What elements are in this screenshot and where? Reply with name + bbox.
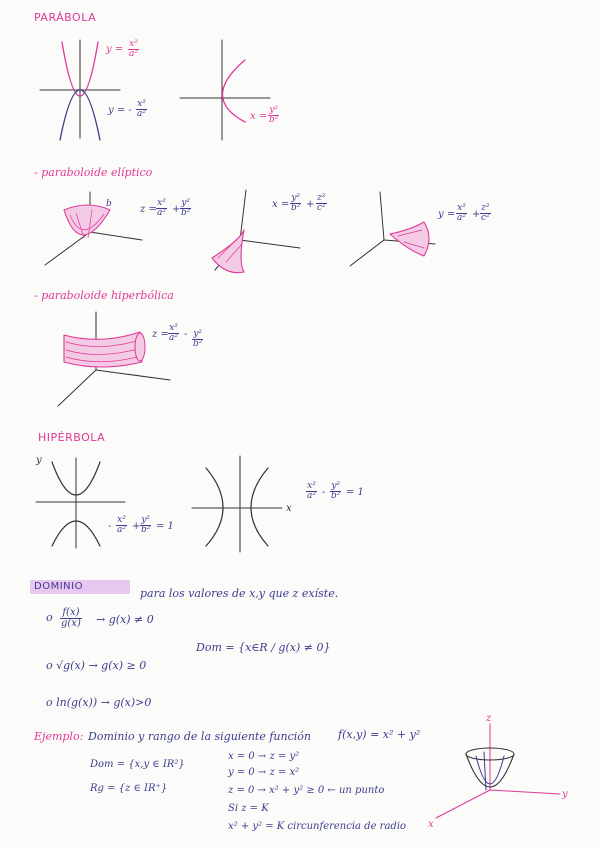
eliptico-surface-1 <box>64 205 110 235</box>
hiperbola-eq1-frac1 <box>116 516 127 535</box>
eliptico-eq3-plus: + <box>472 209 481 220</box>
parabola-axes-right <box>180 40 270 140</box>
hiperbola-left-branch <box>206 468 223 546</box>
frac-den: a² <box>157 208 166 218</box>
frac-num: f(x) <box>60 608 82 619</box>
hiperbola-axes-left <box>36 455 125 548</box>
parabola-title: PARÁBOLA <box>34 11 97 24</box>
hiperbola-eq2-frac1 <box>306 482 317 501</box>
frac-den: g(x) <box>61 618 81 629</box>
hiperbola-eq1-rhs: = 1 <box>156 521 174 532</box>
ejemplo-axis-y: y <box>562 789 568 800</box>
frac-den: a² <box>129 49 138 59</box>
frac-num: y² <box>331 481 341 491</box>
frac-den: b² <box>269 115 279 125</box>
frac-num: y² <box>193 329 203 339</box>
ejemplo-step-2: y = 0 → z = x² <box>228 767 300 778</box>
dominio-case1-frac <box>60 608 82 629</box>
hiperbola-eq2-minus: - <box>322 487 326 498</box>
hiperbola-y-label: y <box>36 455 42 466</box>
hiperbola-title: HIPÉRBOLA <box>38 431 106 444</box>
eliptico-eq1-plus: + <box>172 204 181 215</box>
eliptico-eq2-frac1 <box>290 194 301 213</box>
frac-den: a² <box>457 213 466 223</box>
frac-num: y² <box>291 193 301 203</box>
ejemplo-axes <box>436 724 560 818</box>
ejemplo-axis-z: z <box>486 713 492 724</box>
ejemplo-dom: Dom = {x,y ∈ IR²} <box>90 759 185 770</box>
frac-num: z² <box>481 203 490 213</box>
frac-num: x² <box>137 99 146 109</box>
dominio-title: DOMINIO <box>34 581 83 592</box>
ejemplo-func: f(x,y) = x² + y² <box>338 728 421 741</box>
eliptico-eq3-frac2 <box>480 204 491 223</box>
eliptico-eq1-frac1 <box>156 199 167 218</box>
frac-den: b² <box>141 525 151 535</box>
frac-num: y² <box>181 198 191 208</box>
ejemplo-step-1: x = 0 → z = y² <box>228 751 300 762</box>
eliptico-eq3-lhs: y = <box>438 209 456 220</box>
ejemplo-step-3: z = 0 → x² + y² ≥ 0 ← un punto <box>228 785 385 796</box>
dominio-case3: o ln(g(x)) → g(x)>0 <box>46 696 152 709</box>
frac-den: b² <box>331 491 341 501</box>
dominio-dom-result: Dom = {x∈R / g(x) ≠ 0} <box>196 641 331 654</box>
hiperbolico-title: - paraboloide hiperbólica <box>34 289 174 302</box>
ejemplo-text: Dominio y rango de la siguiente función <box>88 730 311 743</box>
dominio-intro: para los valores de x,y que z exíste. <box>140 587 339 600</box>
frac-num: x² <box>117 515 126 525</box>
hiperbolico-eq-lhs: z = <box>152 329 169 340</box>
frac-den: b² <box>193 339 203 349</box>
dominio-case1-result: → g(x) ≠ 0 <box>96 613 154 626</box>
hiperbola-eq2-frac2 <box>330 482 341 501</box>
parabola-side-eq-frac <box>268 106 279 125</box>
parabola-down-eq-lhs: y = - <box>108 105 132 116</box>
eliptico-surface-3 <box>390 222 429 256</box>
hiperbolico-eq-frac2 <box>192 330 203 349</box>
frac-num: y² <box>141 515 151 525</box>
ejemplo-rg: Rg = {z ∈ IR⁺} <box>90 783 168 794</box>
hiperbola-right-branch <box>251 468 268 546</box>
frac-num: x² <box>157 198 166 208</box>
hiperbola-eq2-rhs: = 1 <box>346 487 364 498</box>
hiperbola-eq1-frac2 <box>140 516 151 535</box>
hiperbola-axes-right <box>192 456 282 552</box>
dominio-case2: o √g(x) → g(x) ≥ 0 <box>46 659 147 672</box>
frac-den: b² <box>291 203 301 213</box>
ejemplo-step-4: Si z = K <box>228 803 269 814</box>
frac-den: c² <box>317 203 326 213</box>
hiperbolico-eq-minus: - <box>184 329 188 340</box>
hiperbolico-eq-frac1 <box>168 324 179 343</box>
dominio-case1-bullet: o <box>46 611 53 624</box>
frac-num: x² <box>169 323 178 333</box>
parabola-down-eq-frac <box>136 100 147 119</box>
frac-num: z² <box>317 193 326 203</box>
eliptico-b-label: b <box>106 199 112 209</box>
frac-num: x² <box>457 203 466 213</box>
ejemplo-axis-x: x <box>428 819 434 830</box>
parabola-up-eq-lhs: y = <box>106 44 124 55</box>
eliptico-eq2-lhs: x = <box>272 199 290 210</box>
eliptico-eq1-frac2 <box>180 199 191 218</box>
frac-num: x² <box>307 481 316 491</box>
hiperbola-eq1-lhs: - <box>108 521 112 532</box>
parabola-side-eq-lhs: x = <box>250 111 268 122</box>
frac-den: c² <box>481 213 490 223</box>
frac-num: x² <box>129 39 138 49</box>
eliptico-eq2-plus: + <box>306 199 315 210</box>
frac-den: b² <box>181 208 191 218</box>
frac-den: a² <box>117 525 126 535</box>
eliptico-eq1-lhs: z = <box>140 204 157 215</box>
frac-den: a² <box>137 109 146 119</box>
frac-den: a² <box>169 333 178 343</box>
eliptico-title: - paraboloide elíptico <box>34 166 153 179</box>
frac-num: y² <box>269 105 279 115</box>
ejemplo-label: Ejemplo: <box>34 730 84 743</box>
hiperbola-eq1-plus: + <box>132 521 141 532</box>
frac-den: a² <box>307 491 316 501</box>
ejemplo-step-5: x² + y² = K circunferencia de radio <box>228 821 407 832</box>
parabola-up-eq-frac <box>128 40 139 59</box>
eliptico-eq2-frac2 <box>316 194 327 213</box>
eliptico-eq3-frac1 <box>456 204 467 223</box>
hiperbola-x-label: x <box>286 503 292 514</box>
parabola-side-curve <box>223 60 246 122</box>
